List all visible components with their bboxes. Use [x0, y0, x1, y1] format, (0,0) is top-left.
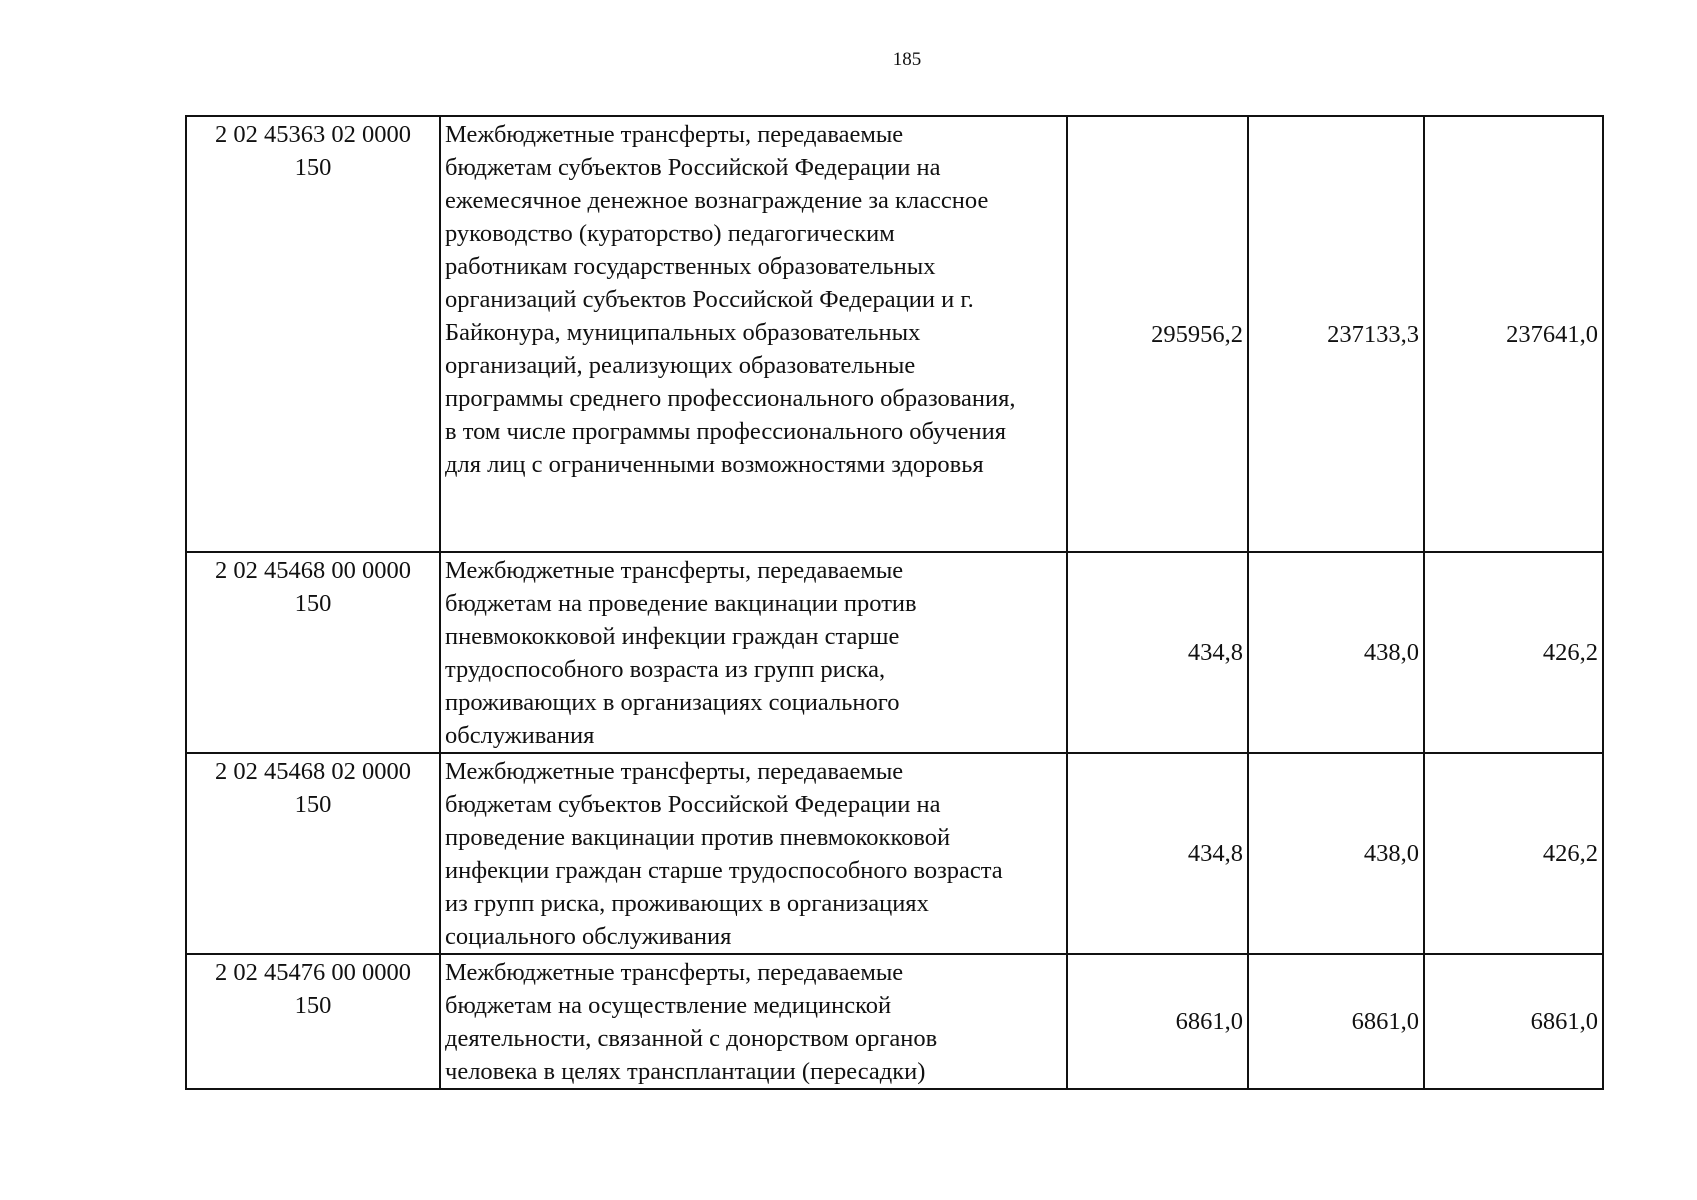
table-row	[186, 552, 1603, 753]
value-cell-2: 6861,0	[1248, 954, 1424, 1089]
description-cell	[440, 552, 1067, 753]
description-line: человека в целях трансплантации (пересадки)	[445, 1058, 926, 1085]
value-cell-3: 426,2	[1424, 552, 1603, 753]
budget-code-line: 2 02 45468 00 0000	[215, 557, 411, 584]
description-line: в том числе программы профессионального обучения	[445, 418, 1006, 445]
value-cell-3: 237641,0	[1424, 116, 1603, 552]
description-line: ежемесячное денежное вознаграждение за классное	[445, 187, 989, 214]
description-line: работникам государственных образовательных	[445, 253, 936, 280]
budget-code-cell	[186, 753, 440, 954]
description-line: Байконура, муниципальных образовательных	[445, 319, 921, 346]
description-line: социального обслуживания	[445, 923, 732, 950]
value-cell-1: 434,8	[1067, 552, 1248, 753]
budget-code-cell	[186, 954, 440, 1089]
description-line: деятельности, связанной с донорством органов	[445, 1025, 938, 1052]
description-line: программы среднего профессионального образования,	[445, 385, 1016, 412]
description-cell	[440, 116, 1067, 552]
budget-code-line: 150	[294, 992, 332, 1019]
description-line: бюджетам субъектов Российской Федерации на	[445, 791, 941, 818]
value-cell-2: 438,0	[1248, 552, 1424, 753]
table-row	[186, 116, 1603, 552]
budget-table	[185, 115, 1604, 1090]
description-line: Межбюджетные трансферты, передаваемые	[445, 758, 904, 785]
description-line: проживающих в организациях социального	[445, 689, 900, 716]
value-cell-1: 434,8	[1067, 753, 1248, 954]
budget-code-line: 150	[294, 154, 332, 181]
table-row	[186, 954, 1603, 1089]
budget-code-line: 2 02 45476 00 0000	[215, 959, 411, 986]
table-row	[186, 753, 1603, 954]
description-line: руководство (кураторство) педагогическим	[445, 220, 895, 247]
description-line: Межбюджетные трансферты, передаваемые	[445, 557, 904, 584]
description-line: организаций субъектов Российской Федерации и г.	[445, 286, 974, 313]
page-number: 185	[892, 49, 922, 70]
description-line: бюджетам субъектов Российской Федерации на	[445, 154, 941, 181]
value-cell-3: 6861,0	[1424, 954, 1603, 1089]
description-line: бюджетам на проведение вакцинации против	[445, 590, 917, 617]
value-cell-3: 426,2	[1424, 753, 1603, 954]
value-cell-2: 237133,3	[1248, 116, 1424, 552]
description-line: из групп риска, проживающих в организациях	[445, 890, 929, 917]
description-cell	[440, 753, 1067, 954]
budget-code-line: 2 02 45363 02 0000	[215, 121, 411, 148]
value-cell-1: 295956,2	[1067, 116, 1248, 552]
description-line: проведение вакцинации против пневмококковой	[445, 824, 951, 851]
description-line: трудоспособного возраста из групп риска,	[445, 656, 886, 683]
description-line: организаций, реализующих образовательные	[445, 352, 916, 379]
value-cell-1: 6861,0	[1067, 954, 1248, 1089]
budget-code-line: 2 02 45468 02 0000	[215, 758, 411, 785]
description-line: инфекции граждан старше трудоспособного возраста	[445, 857, 1003, 884]
description-line: пневмококковой инфекции граждан старше	[445, 623, 900, 650]
budget-code-cell	[186, 116, 440, 552]
budget-code-cell	[186, 552, 440, 753]
budget-code-line: 150	[294, 791, 332, 818]
value-cell-2: 438,0	[1248, 753, 1424, 954]
description-line: для лиц с ограниченными возможностями здоровья	[445, 451, 984, 478]
description-line: бюджетам на осуществление медицинской	[445, 992, 892, 1019]
budget-code-line: 150	[294, 590, 332, 617]
description-line: обслуживания	[445, 722, 595, 749]
description-cell	[440, 954, 1067, 1089]
description-line: Межбюджетные трансферты, передаваемые	[445, 121, 904, 148]
description-line: Межбюджетные трансферты, передаваемые	[445, 959, 904, 986]
